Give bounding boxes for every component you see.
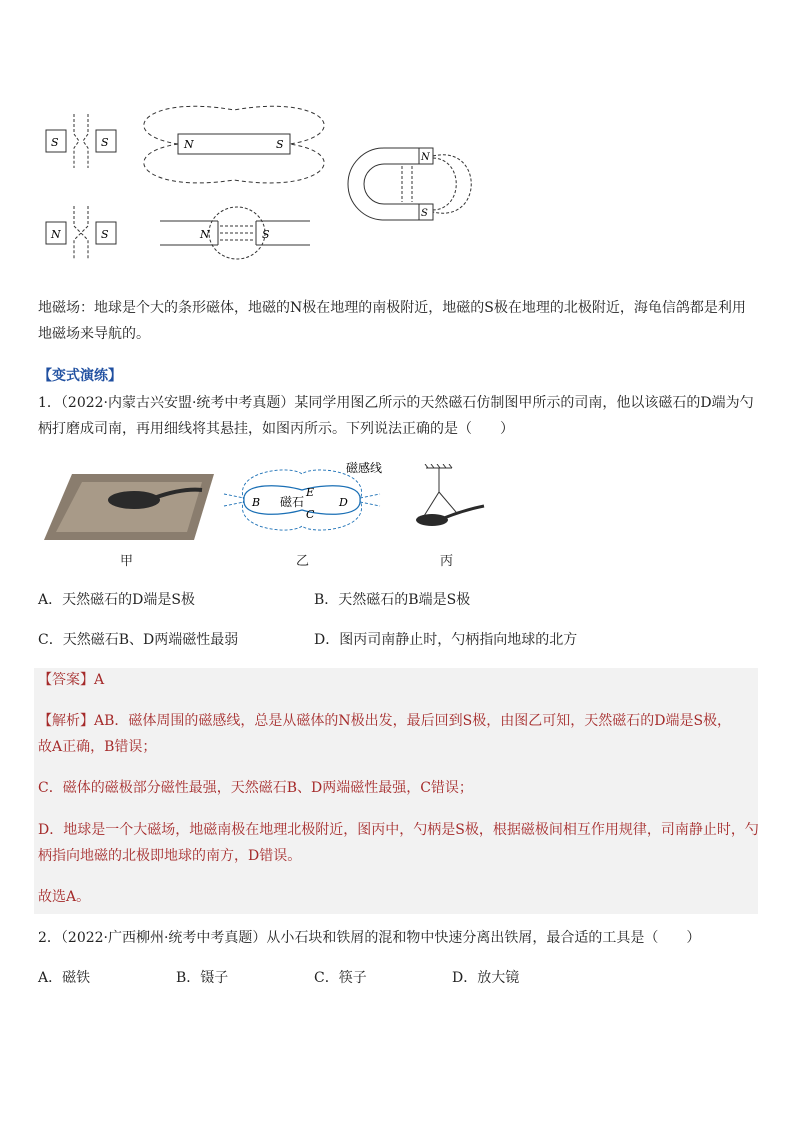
q2-option-b: B．镊子 xyxy=(176,970,229,986)
analysis-line3: C．磁体的磁极部分磁性最强，天然磁石B、D两端磁性最强，C错误； xyxy=(38,780,473,796)
q1-stem-line2: 柄打磨成司南，再用细线将其悬挂，如图丙所示。下列说法正确的是（ ） xyxy=(38,421,514,437)
label-E: E xyxy=(306,486,315,499)
magnet-field-diagram-yi xyxy=(222,460,382,550)
label-u-s: S xyxy=(421,208,428,219)
q1-option-a: A．天然磁石的D端是S极 xyxy=(38,592,195,608)
q2-option-a: A．磁铁 xyxy=(38,970,91,986)
sinan-photo-jia xyxy=(42,462,214,544)
geomagnetism-line2: 地磁场来导航的。 xyxy=(38,326,150,342)
hanging-sinan-bing xyxy=(404,464,494,544)
label-s4: S xyxy=(262,228,270,241)
q1-stem-line1: 1．（2022·内蒙古兴安盟·统考中考真题）某同学用图乙所示的天然磁石仿制图甲所示的司南，他以该磁石的D端为勺 xyxy=(38,395,754,411)
magnetic-field-figure xyxy=(34,104,494,274)
label-field-line: 磁感线 xyxy=(346,461,382,475)
caption-jia: 甲 xyxy=(120,554,134,569)
answer-label: 【答案】A xyxy=(38,672,105,688)
label-n3: N xyxy=(200,228,210,241)
label-C: C xyxy=(306,508,315,521)
label-B: B xyxy=(252,496,261,509)
analysis-line4: D．地球是一个大磁场，地磁南极在地理北极附近，图丙中，勺柄是S极，根据磁极间相互作用规律，司南静止时，勺 xyxy=(38,822,759,838)
analysis-line1: 【解析】AB．磁体周围的磁感线，总是从磁体的N极出发，最后回到S极，由图乙可知，天然磁石的D端是S极， xyxy=(38,713,732,729)
q1-option-c: C．天然磁石B、D两端磁性最弱 xyxy=(38,632,239,648)
label-s-bar: S xyxy=(276,138,284,151)
q1-option-b: B．天然磁石的B端是S极 xyxy=(314,592,471,608)
q1-option-d: D．图丙司南静止时，勺柄指向地球的北方 xyxy=(314,632,578,648)
analysis-line2: 故A正确，B错误； xyxy=(38,739,157,755)
caption-yi: 乙 xyxy=(296,554,310,569)
label-s3: S xyxy=(101,228,109,241)
caption-bing: 丙 xyxy=(440,554,454,569)
section-title: 【变式演练】 xyxy=(38,368,122,384)
label-u-n: N xyxy=(421,152,430,163)
analysis-conclusion: 故选A。 xyxy=(38,889,91,905)
label-n2: N xyxy=(51,228,61,241)
q2-option-c: C．筷子 xyxy=(314,970,367,986)
label-n-bar: N xyxy=(184,138,194,151)
label-s2: S xyxy=(101,136,109,149)
label-s1: S xyxy=(51,136,59,149)
q2-option-d: D．放大镜 xyxy=(452,970,520,986)
q2-stem: 2．（2022·广西柳州·统考中考真题）从小石块和铁屑的混和物中快速分离出铁屑，最合适的工具是（ ） xyxy=(38,930,701,946)
label-D: D xyxy=(339,496,348,509)
analysis-line5: 柄指向地磁的北极即地球的南方，D错误。 xyxy=(38,848,302,864)
label-magnet: 磁石 xyxy=(280,495,305,509)
geomagnetism-line1: 地磁场：地球是个大的条形磁体，地磁的N极在地理的南极附近，地磁的S极在地理的北极附近，海龟信鸽都是利用 xyxy=(38,300,746,316)
